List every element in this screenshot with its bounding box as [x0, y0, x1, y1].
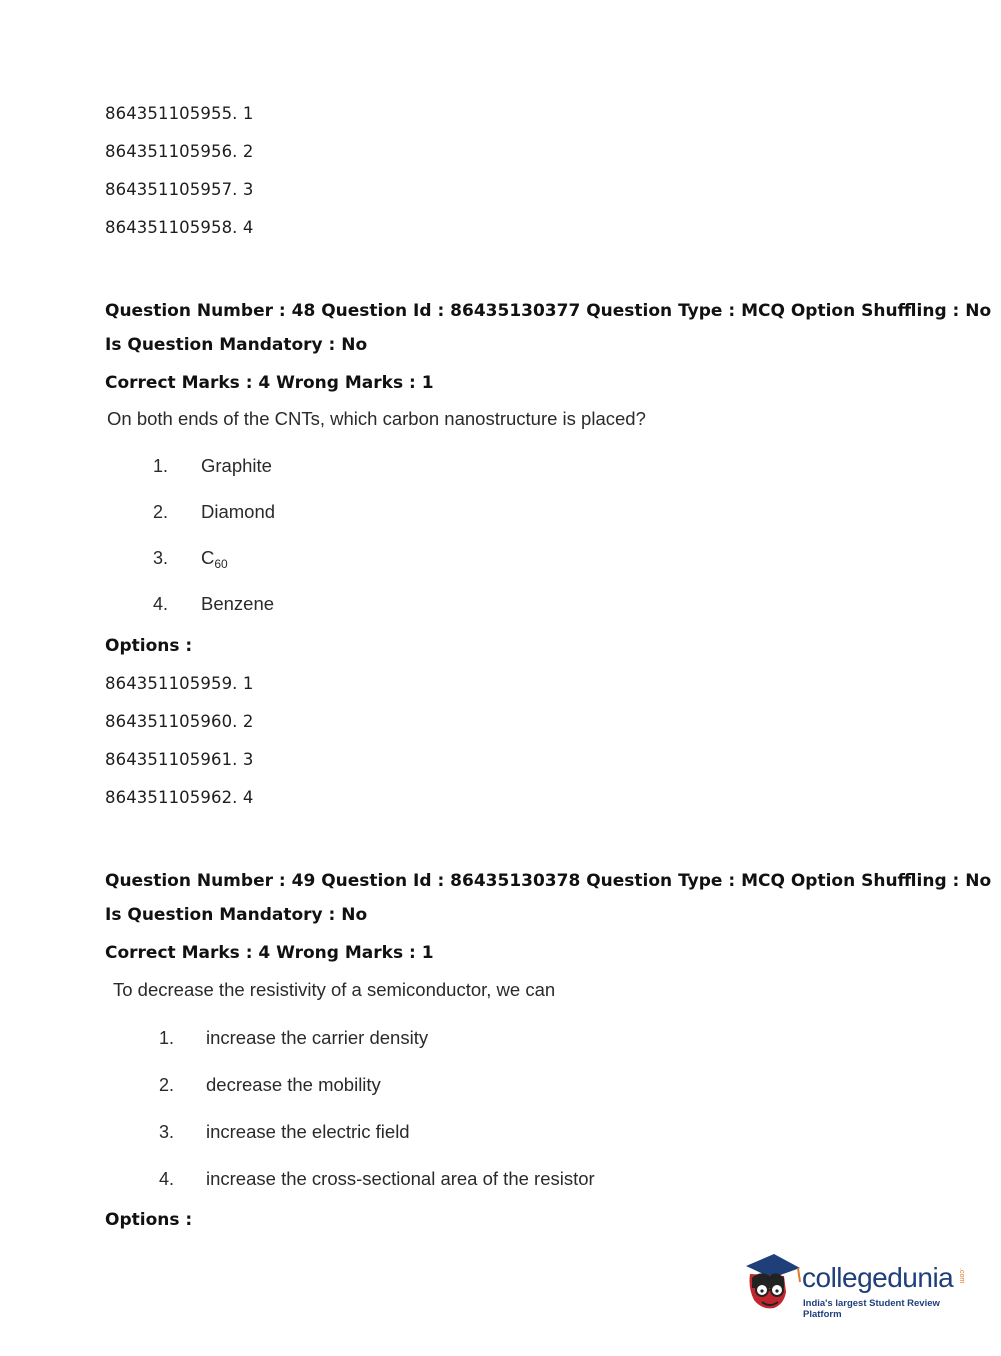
choice-number: 2. — [159, 1075, 175, 1095]
mandatory-label: Is Question Mandatory : No — [105, 335, 368, 355]
marks-label: Correct Marks : 4 Wrong Marks : 1 — [105, 373, 434, 393]
collegedunia-logo — [740, 1248, 970, 1318]
choice-number: 3. — [159, 1122, 175, 1142]
choice-text-c60 — [201, 547, 228, 571]
marks-label: Correct Marks : 4 Wrong Marks : 1 — [105, 943, 434, 963]
choice-number: 3. — [153, 548, 169, 568]
option-line: 864351105961. 3 — [105, 750, 254, 769]
choice-text: increase the electric field — [206, 1121, 410, 1142]
choice-number: 1. — [153, 456, 169, 476]
student-mascot-icon — [740, 1248, 802, 1318]
choice-text: increase the cross-sectional area of the resistor — [206, 1168, 595, 1189]
choice-text: Graphite — [201, 455, 272, 476]
question-header: Question Number : 49 Question Id : 86435130378 Question Type : MCQ Option Shuffling : No — [105, 871, 992, 891]
logo-tagline: India's largest Student Review Platform — [803, 1298, 940, 1320]
logo-dotcom: .com — [958, 1268, 965, 1284]
choice-text: decrease the mobility — [206, 1074, 381, 1095]
option-line: 864351105960. 2 — [105, 712, 254, 731]
option-line: 864351105956. 2 — [105, 142, 254, 161]
choice-text: increase the carrier density — [206, 1027, 429, 1048]
options-label: Options : — [105, 1210, 193, 1230]
choice-number: 4. — [153, 594, 169, 614]
choice-text: C — [201, 547, 215, 568]
question-header: Question Number : 48 Question Id : 86435130377 Question Type : MCQ Option Shuffling : No — [105, 301, 992, 321]
option-line: 864351105955. 1 — [105, 104, 254, 123]
choice-subscript: 60 — [214, 557, 228, 571]
choice-number: 1. — [159, 1028, 175, 1048]
option-line: 864351105959. 1 — [105, 674, 254, 693]
option-line: 864351105957. 3 — [105, 180, 254, 199]
mandatory-label: Is Question Mandatory : No — [105, 905, 368, 925]
options-label: Options : — [105, 636, 193, 656]
question-text: On both ends of the CNTs, which carbon nanostructure is placed? — [107, 408, 646, 429]
logo-wordmark: collegedunia — [802, 1262, 954, 1293]
question-text: To decrease the resistivity of a semiconductor, we can — [113, 979, 556, 1000]
option-line: 864351105962. 4 — [105, 788, 254, 807]
choice-text: Benzene — [201, 593, 275, 614]
choice-number: 4. — [159, 1169, 175, 1189]
option-line: 864351105958. 4 — [105, 218, 254, 237]
choice-text: Diamond — [201, 501, 276, 522]
choice-number: 2. — [153, 502, 169, 522]
